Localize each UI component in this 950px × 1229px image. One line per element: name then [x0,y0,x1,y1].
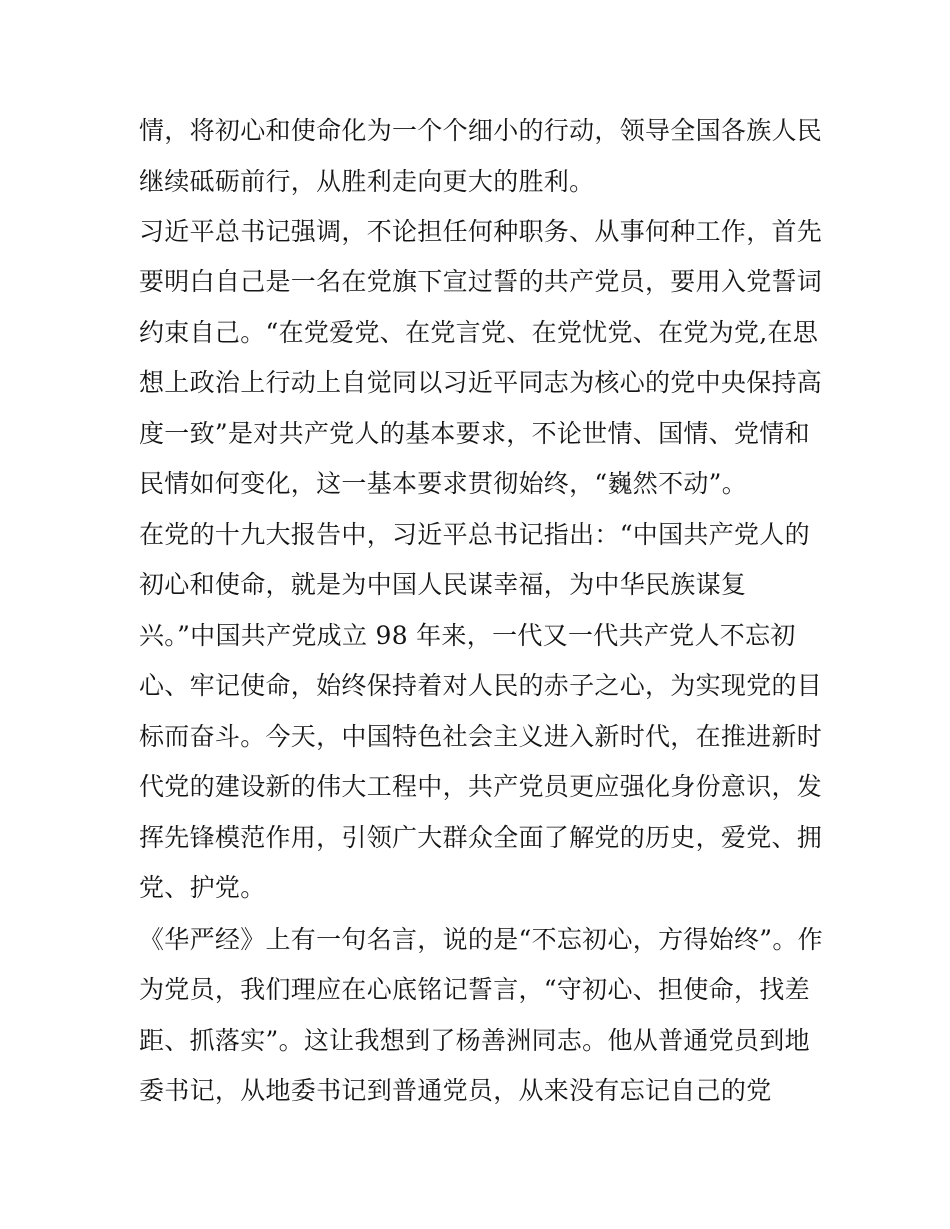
text-line: 习近平总书记强调，不论担任何种职务、从事何种工作，首先 [139,217,823,246]
text-line: 距、抓落实”。这让我想到了杨善洲同志。他从普通党员到地 [139,1026,810,1055]
text-line: 在党的十九大报告中，习近平总书记指出：“中国共产党人的 [139,520,810,549]
text-line: 继续砥砺前行，从胜利走向更大的胜利。 [139,167,595,196]
text-line: 为党员，我们理应在心底铭记誓言，“守初心、担使命，找差 [139,975,810,1004]
text-line: 度一致”是对共产党人的基本要求，不论世情、国情、党情和 [139,419,810,448]
text-line: 兴。”中国共产党成立 98 年来，一代又一代共产党人不忘初 [139,621,796,650]
text-line: 要明白自己是一名在党旗下宣过誓的共产党员，要用入党誓词 [139,267,823,296]
text-line: 初心和使命，就是为中国人民谋幸福，为中华民族谋复 [139,570,747,599]
text-line: 委书记，从地委书记到普通党员，从来没有忘记自己的党 [139,1076,772,1105]
text-line: 心、牢记使命，始终保持着对人民的赤子之心，为实现党的目 [139,671,823,700]
text-line: 代党的建设新的伟大工程中，共产党员更应强化身份意识，发 [139,772,823,801]
text-line: 标而奋斗。今天，中国特色社会主义进入新时代，在推进新时 [139,722,823,751]
text-line: 民情如何变化，这一基本要求贯彻始终，“巍然不动”。 [139,469,748,498]
text-line: 挥先锋模范作用，引领广大群众全面了解党的历史，爱党、拥 [139,823,823,852]
text-line: 《华严经》上有一句名言，说的是“不忘初心，方得始终”。作 [139,925,823,954]
text-line: 党、护党。 [139,873,266,902]
text-line: 约束自己。“在党爱党、在党言党、在党忧党、在党为党,在思 [139,318,819,347]
text-line: 情，将初心和使命化为一个个细小的行动，领导全国各族人民 [139,116,823,145]
text-line: 想上政治上行动上自觉同以习近平同志为核心的党中央保持高 [139,368,823,397]
